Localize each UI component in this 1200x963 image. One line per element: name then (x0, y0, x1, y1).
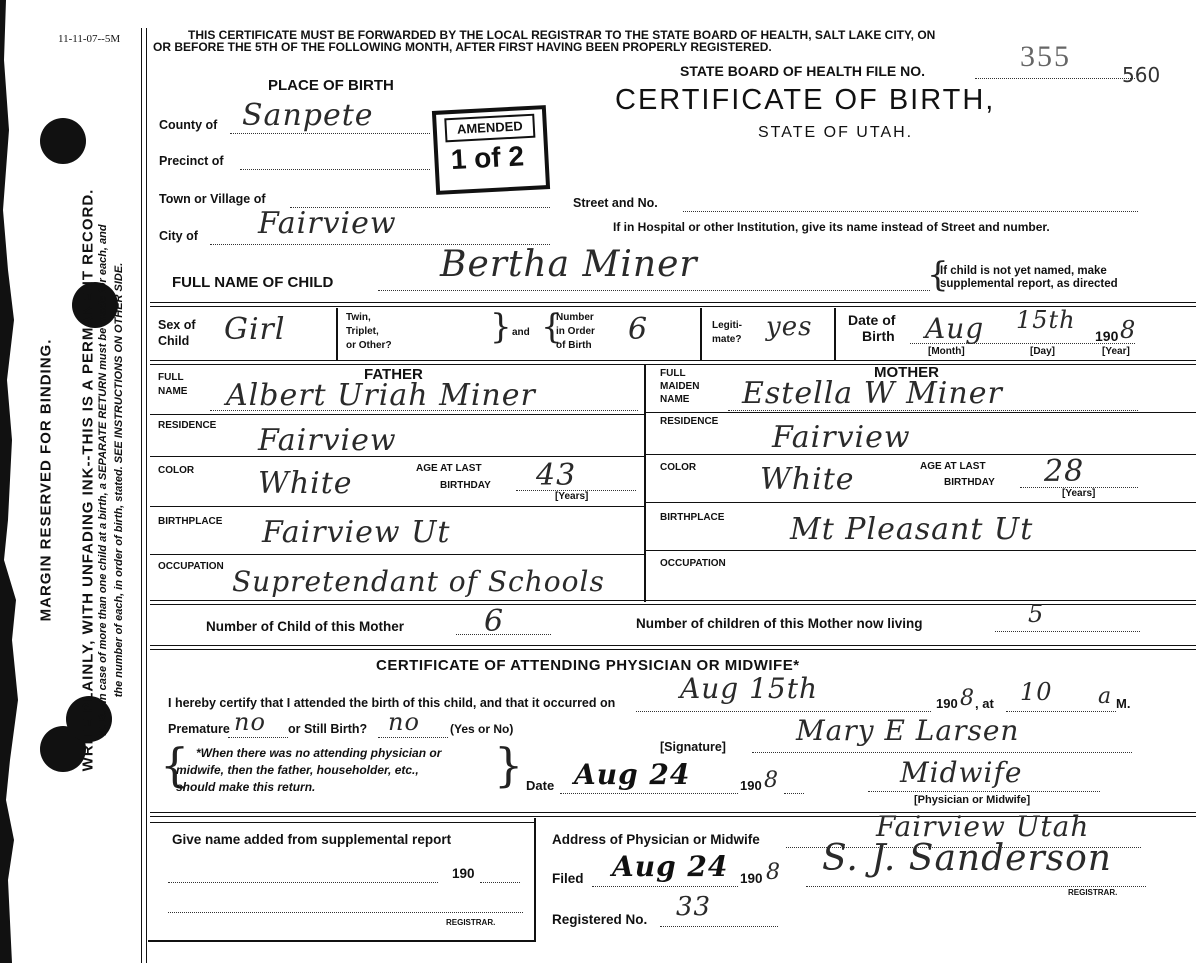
physician-role-label: [Physician or Midwife] (914, 794, 1031, 806)
city-value: Fairview (258, 206, 397, 241)
father-name-label-1: FULL (158, 372, 184, 383)
physician-ampm-suffix: M. (1116, 696, 1131, 711)
twin-label-1: Twin, (346, 312, 371, 323)
mother-residence-value: Fairview (772, 420, 911, 455)
physician-ampm: a (1098, 684, 1113, 709)
notice-line-2: OR BEFORE THE 5TH OF THE FOLLOWING MONTH, AFTER FIRST HAVING BEEN PROPERLY REGISTERED. (153, 40, 772, 54)
living-label: Number of children of this Mother now living (636, 616, 923, 631)
legit-label-1: Legiti- (712, 320, 742, 331)
father-residence-value: Fairview (258, 423, 397, 458)
father-name-value: Albert Uriah Miner (226, 378, 536, 413)
hospital-note: If in Hospital or other Institution, give its name instead of Street and number. (613, 220, 1050, 234)
mother-birthplace-value: Mt Pleasant Ut (790, 512, 1034, 547)
twin-label-3: or Other? (346, 340, 392, 351)
dob-month: Aug (925, 312, 985, 345)
amended-stamp (432, 105, 550, 195)
father-color-label: COLOR (158, 465, 195, 476)
stillbirth-value: no (388, 708, 420, 736)
sex-label-1: Sex of (158, 318, 196, 332)
registered-no-value: 33 (676, 892, 712, 922)
father-age-value: 43 (536, 458, 577, 493)
premature-label: Premature (168, 722, 230, 736)
mother-occupation-label: OCCUPATION (660, 558, 726, 569)
premature-value: no (234, 708, 266, 736)
filed-value: Aug 24 (612, 850, 729, 883)
certify-text: I hereby certify that I attended the birth of this child, and that it occurred on (168, 696, 616, 710)
unnamed-note-1: If child is not yet named, make (940, 265, 1107, 277)
dob-label-2: Birth (862, 328, 895, 344)
order-label-3: of Birth (556, 340, 592, 351)
torn-edge (0, 0, 22, 963)
child-name-value: Bertha Miner (440, 244, 698, 285)
physician-note-1: *When there was no attending physician or (196, 746, 442, 760)
year-label: [Year] (1102, 346, 1130, 357)
mother-name-label-1: FULL (660, 368, 686, 379)
day-label: [Day] (1030, 346, 1056, 357)
certificate-title: CERTIFICATE OF BIRTH, (615, 84, 996, 116)
child-number-label: Number of Child of this Mother (206, 619, 404, 634)
amended-stamp-bottom: 1 of 2 (450, 140, 525, 176)
mother-years-label: [Years] (1062, 488, 1096, 499)
mother-residence-label: RESIDENCE (660, 416, 719, 427)
physician-note-2: midwife, then the father, householder, etc., (176, 763, 419, 777)
legit-value: yes (766, 312, 813, 342)
supplemental-year-prefix: 190 (452, 866, 475, 881)
physician-heading: CERTIFICATE OF ATTENDING PHYSICIAN OR MIDWIFE* (376, 657, 800, 674)
living-value: 5 (1028, 600, 1045, 628)
precinct-label: Precinct of (159, 154, 224, 168)
county-label: County of (159, 118, 218, 132)
registered-no-label: Registered No. (552, 912, 648, 927)
physician-date-value: Aug 24 (574, 758, 691, 791)
mother-name-value: Estella W Miner (742, 376, 1003, 411)
child-name-label: FULL NAME OF CHILD (172, 274, 334, 291)
binding-hole-top (40, 118, 86, 164)
unnamed-note-2: supplemental report, as directed (940, 278, 1118, 290)
father-age-label-2: BIRTHDAY (440, 480, 491, 491)
mother-age-label-2: BIRTHDAY (944, 477, 995, 488)
yes-no-label: (Yes or No) (450, 722, 514, 736)
filed-label: Filed (552, 871, 584, 886)
address-label: Address of Physician or Midwife (552, 832, 760, 847)
town-label: Town or Village of (159, 192, 266, 206)
filed-year-prefix: 190 (740, 871, 763, 886)
physician-year-prefix: 190 (936, 696, 958, 711)
city-label: City of (159, 229, 198, 243)
supplemental-registrar-label: REGISTRAR. (446, 918, 496, 927)
month-label: [Month] (928, 346, 965, 357)
certificate-subtitle: STATE OF UTAH. (758, 124, 914, 141)
sex-value: Girl (224, 312, 286, 347)
mother-color-label: COLOR (660, 462, 697, 473)
child-number-value: 6 (484, 604, 505, 639)
mother-age-label-1: AGE AT LAST (920, 461, 986, 472)
notice-line-1: THIS CERTIFICATE MUST BE FORWARDED BY THE LOCAL REGISTRAR TO THE STATE BOARD OF HEALTH, SALT LAKE CITY, ON (188, 28, 936, 42)
mother-birthplace-label: BIRTHPLACE (660, 512, 725, 523)
dob-label-1: Date of (848, 312, 896, 328)
at-label: , at (975, 696, 994, 711)
father-years-label: [Years] (555, 491, 589, 502)
twin-label-2: Triplet, (346, 326, 379, 337)
physician-date-year-prefix: 190 (740, 778, 762, 793)
place-of-birth-heading: PLACE OF BIRTH (268, 77, 394, 94)
file-no-value: 355 (1020, 40, 1071, 73)
signature-label: [Signature] (660, 740, 726, 754)
margin-rule-2 (146, 28, 147, 963)
mother-heading: MOTHER (874, 364, 939, 381)
physician-signature: Mary E Larsen (796, 714, 1020, 747)
mother-name-label-3: NAME (660, 394, 690, 405)
stillbirth-label: or Still Birth? (288, 722, 368, 736)
father-age-label-1: AGE AT LAST (416, 463, 482, 474)
county-value: Sanpete (242, 98, 374, 133)
physician-time: 10 (1020, 678, 1053, 706)
dob-day: 15th (1016, 306, 1076, 334)
filed-year-digit: 8 (766, 860, 781, 885)
corner-number: 560 (1122, 63, 1161, 87)
file-no-label: STATE BOARD OF HEALTH FILE NO. (680, 63, 925, 79)
mother-age-value: 28 (1044, 454, 1085, 489)
margin-instructions-text: the number of each, in order of birth, stated. SEE INSTRUCTIONS ON OTHER SIDE. (113, 262, 125, 698)
physician-date-year-digit: 8 (764, 768, 779, 793)
and-label: and (512, 327, 530, 338)
order-label-2: in Order (556, 326, 595, 337)
father-heading: FATHER (364, 366, 423, 383)
physician-note-3: should make this return. (176, 780, 316, 794)
street-label: Street and No. (573, 196, 658, 210)
amended-stamp-top: AMENDED (444, 114, 535, 143)
supplemental-label: Give name added from supplemental report (172, 832, 452, 847)
order-label-1: Number (556, 312, 594, 323)
father-occupation-value: Supretendant of Schools (232, 565, 605, 598)
mother-color-value: White (760, 462, 855, 497)
physician-date-label: Date (526, 778, 555, 793)
margin-binding-text: MARGIN RESERVED FOR BINDING. (37, 338, 55, 622)
form-code: 11-11-07--5M (58, 33, 121, 45)
dob-year-digit: 8 (1120, 316, 1137, 344)
father-occupation-label: OCCUPATION (158, 561, 224, 572)
registrar-signature: S. J. Sanderson (822, 838, 1112, 879)
sex-label-2: Child (158, 334, 190, 348)
physician-year-digit: 8 (960, 686, 975, 711)
margin-nb-text: N. B.--In case of more than one child at a birth, a SEPARATE RETURN must be made for each, and (97, 224, 109, 736)
registrar-label: REGISTRAR. (1068, 888, 1118, 897)
dob-year-prefix: 190 (1095, 328, 1119, 344)
father-name-label-2: NAME (158, 386, 188, 397)
father-residence-label: RESIDENCE (158, 420, 217, 431)
mother-name-label-2: MAIDEN (660, 381, 700, 392)
margin-permanent-text: WRITE PLAINLY, WITH UNFADING INK--THIS IS A PERMANENT RECORD. (79, 188, 97, 772)
address-value: Fairview Utah (876, 810, 1090, 843)
margin-rule-1 (141, 28, 142, 963)
father-birthplace-label: BIRTHPLACE (158, 516, 223, 527)
father-birthplace-value: Fairview Ut (262, 515, 451, 550)
physician-role: Midwife (900, 756, 1023, 789)
father-color-value: White (258, 466, 353, 501)
legit-label-2: mate? (712, 334, 742, 345)
physician-birth-date: Aug 15th (680, 672, 818, 705)
birth-order-value: 6 (628, 312, 649, 347)
